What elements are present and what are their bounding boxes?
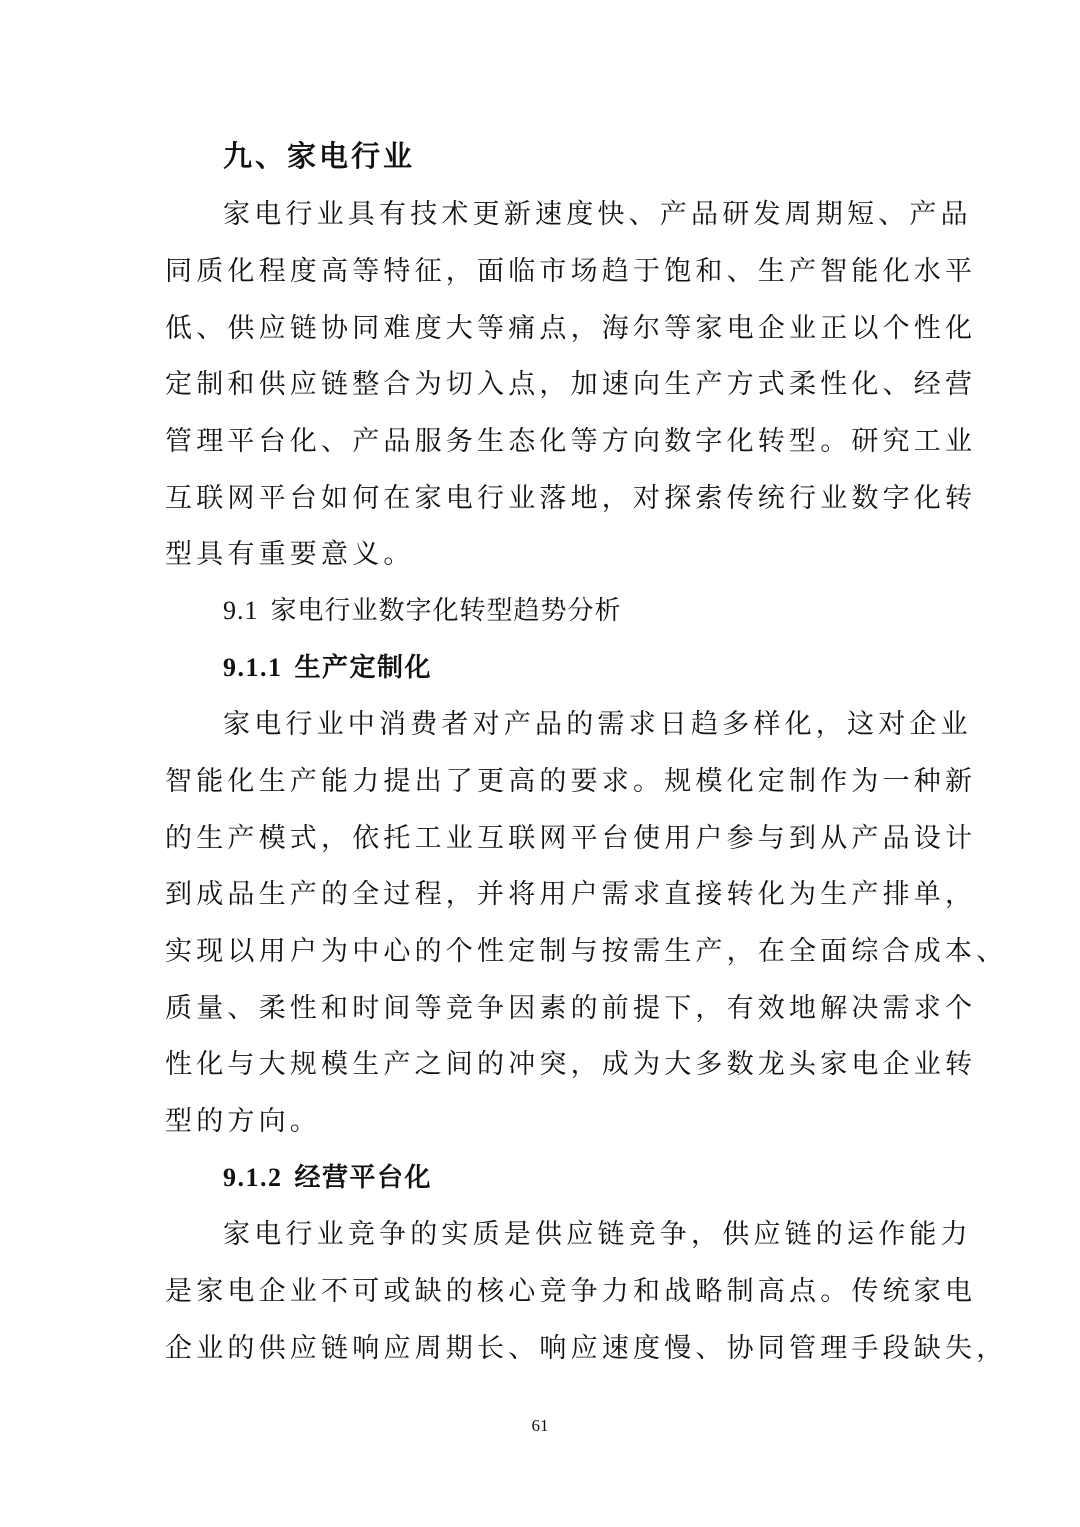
paragraph-line: 的生产模式，依托工业互联网平台使用户参与到从产品设计 [165,823,977,854]
item-number: 9.1.1 [223,653,283,682]
paragraph-line: 管理平台化、产品服务生态化等方向数字化转型。研究工业 [165,426,977,457]
paragraph-line: 企业的供应链响应周期长、响应速度慢、协同管理手段缺失， [165,1333,1008,1364]
paragraph-line: 家电行业具有技术更新速度快、产品研发周期短、产品 [223,199,972,230]
item-heading [223,655,432,681]
paragraph-line: 低、供应链协同难度大等痛点，海尔等家电企业正以个性化 [165,313,977,344]
page-number: 61 [531,1416,549,1435]
paragraph-line: 到成品生产的全过程，并将用户需求直接转化为生产排单， [165,879,977,910]
section-heading: 九、家电行业 [223,139,416,173]
paragraph-line: 智能化生产能力提出了更高的要求。规模化定制作为一种新 [165,766,977,797]
paragraph-line: 互联网平台如何在家电行业落地，对探索传统行业数字化转 [165,483,977,514]
paragraph-line: 定制和供应链整合为切入点，加速向生产方式柔性化、经营 [165,369,977,400]
item-number: 9.1.2 [223,1163,283,1192]
paragraph-line: 同质化程度高等特征，面临市场趋于饱和、生产智能化水平 [165,256,977,287]
paragraph-line: 家电行业中消费者对产品的需求日趋多样化，这对企业 [223,709,972,740]
paragraph-line: 实现以用户为中心的个性定制与按需生产，在全面综合成本、 [165,936,1008,967]
subsection-title: 家电行业数字化转型趋势分析 [270,596,622,626]
item-title: 生产定制化 [294,653,433,683]
item-heading [223,1165,432,1191]
paragraph-line: 型的方向。 [165,1106,321,1137]
paragraph-line: 质量、柔性和时间等竞争因素的前提下，有效地解决需求个 [165,993,977,1024]
paragraph-line: 家电行业竞争的实质是供应链竞争，供应链的运作能力 [223,1219,972,1250]
paragraph-line: 性化与大规模生产之间的冲突，成为大多数龙头家电企业转 [165,1049,977,1080]
item-title: 经营平台化 [294,1163,433,1193]
paragraph-line: 型具有重要意义。 [165,539,415,570]
subsection-number: 9.1 [223,596,259,625]
paragraph-line: 是家电企业不可或缺的核心竞争力和战略制高点。传统家电 [165,1276,977,1307]
subsection-heading [223,598,622,624]
